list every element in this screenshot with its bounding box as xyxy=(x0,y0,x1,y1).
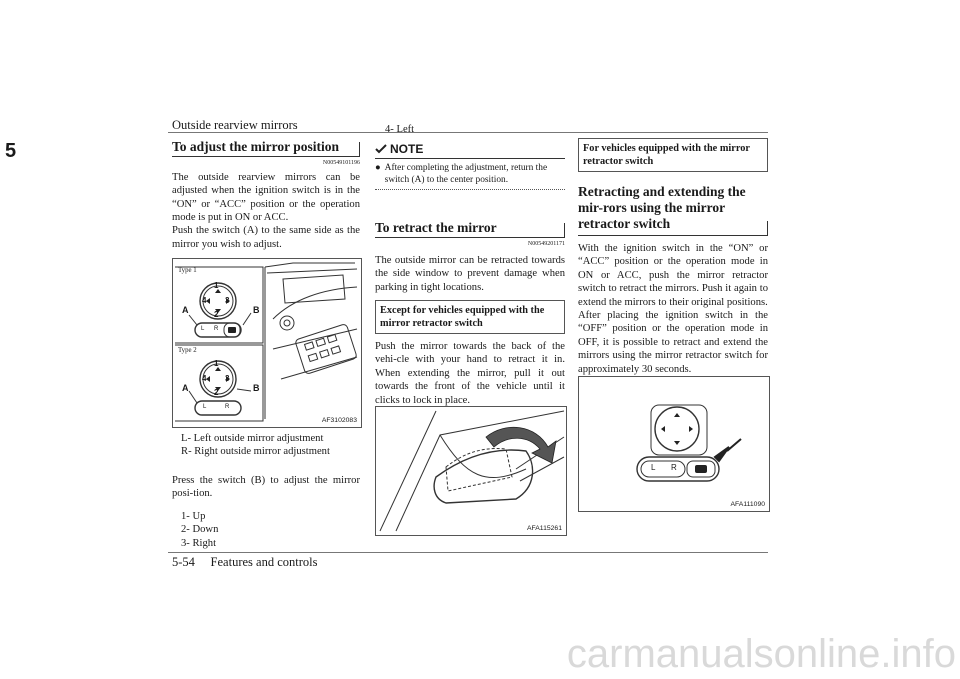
switch-illustration xyxy=(173,259,361,427)
condition-box: Except for vehicles equipped with the mirror retractor switch xyxy=(375,300,565,334)
chapter-number: 5 xyxy=(5,140,17,162)
figure-mirror-retract xyxy=(375,406,567,536)
direction-2: 2 xyxy=(214,310,219,319)
legend-item: L- Left outside mirror adjustment xyxy=(181,433,324,444)
direction-4: 4 xyxy=(202,296,207,305)
switch-r-label: R xyxy=(671,463,677,472)
figure-retractor-switch xyxy=(578,376,770,512)
paragraph: The outside mirror can be retracted towards the side window to prevent damage when parking in tight locations. xyxy=(375,254,565,293)
direction-3: 3 xyxy=(225,296,230,305)
list-item: 3- Right xyxy=(181,537,217,549)
paragraph: Push the mirror towards the back of the vehi-cle with your hand to retract it in. When extending the mirror, pull it out towards the front of the vehicle until it clicks to lock in place. xyxy=(375,341,565,406)
column-1 xyxy=(172,140,360,251)
section-code: N00549101196 xyxy=(322,160,360,167)
watermark: carmanualsonline.info xyxy=(566,632,956,676)
list-item: 1- Up xyxy=(181,511,206,522)
running-header: Outside rearview mirrors xyxy=(172,118,298,132)
section-code: N00549201171 xyxy=(527,241,565,248)
column-3 xyxy=(578,138,768,376)
callout-a: A xyxy=(182,305,189,315)
direction-3-type2: 3 xyxy=(225,374,230,383)
paragraph: The outside rearview mirrors can be adjusted when the ignition switch is in the “ON” or “ACC” position or the operation mode is put in ON or ACC. xyxy=(172,171,360,224)
page-footer xyxy=(172,555,317,570)
mirror-retract-illustration xyxy=(376,407,566,535)
list-item: 2- Down xyxy=(181,524,219,536)
direction-4-type2: 4 xyxy=(202,374,207,383)
section-heading-retract: To retract the mirror xyxy=(375,221,565,238)
figure-type2-label: Type 2 xyxy=(178,347,197,354)
callout-a-type2: A xyxy=(182,383,189,393)
direction-1-type2: 1 xyxy=(214,359,219,368)
switch-l-label: L xyxy=(201,326,205,332)
switch-r-label-type2: R xyxy=(225,404,230,410)
section-heading-adjust: To adjust the mirror position xyxy=(172,140,360,157)
callout-b-type2: B xyxy=(253,383,260,393)
section-heading-retractor: Retracting and extending the mir-rors using the mirror retractor switch xyxy=(578,184,768,236)
paragraph: Press the switch (B) to adjust the mirror posi-tion. xyxy=(172,475,360,500)
callout-b: B xyxy=(253,305,260,315)
switch-l-label-type2: L xyxy=(203,404,207,410)
note-text: After completing the adjustment, return the switch (A) to the center position. xyxy=(384,163,548,185)
direction-list xyxy=(181,510,361,550)
note-top-rule xyxy=(375,158,565,159)
footer-section: Features and controls xyxy=(210,555,318,569)
note-title: NOTE xyxy=(390,142,424,156)
paragraph: After placing the ignition switch in the “OFF” position or the operation mode in OFF, it is possible to retract and extend the mirrors using the mirror retractor switch for approximately 30 seconds. xyxy=(578,310,768,375)
retractor-switch-illustration xyxy=(579,377,769,511)
legend-item: R- Right outside mirror adjustment xyxy=(181,446,330,458)
switch-r-label: R xyxy=(214,326,219,332)
paragraph: Push the switch (A) to the same side as the mirror you wish to adjust. xyxy=(172,225,360,250)
column-2-section xyxy=(375,221,565,407)
figure-mirror-switch xyxy=(172,258,362,428)
direction-2-type2: 2 xyxy=(214,388,219,397)
bullet-icon: ● xyxy=(375,163,381,173)
figure-id: AF3102083 xyxy=(321,417,357,424)
footer-rule xyxy=(168,552,768,553)
figure-id: AFA115261 xyxy=(526,525,562,532)
legend-list xyxy=(181,432,361,459)
page-number: 5-54 xyxy=(172,555,195,569)
condition-box: For vehicles equipped with the mirror retractor switch xyxy=(578,138,768,172)
note-bullet xyxy=(375,162,565,186)
note-box xyxy=(375,142,565,191)
check-icon xyxy=(375,144,387,154)
note-bottom-rule xyxy=(375,189,565,191)
paragraph: With the ignition switch in the “ON” or “ACC” position or the operation mode in ON or ACC, push the mirror retractor switch to retract the mirrors. Push it again to extend the mirrors to their original positions. xyxy=(578,243,768,308)
switch-l-label: L xyxy=(651,463,656,472)
direction-1: 1 xyxy=(214,281,219,290)
figure-id: AFA111090 xyxy=(730,501,765,508)
list-item: 4- Left xyxy=(385,124,415,135)
figure-type1-label: Type 1 xyxy=(178,267,197,274)
